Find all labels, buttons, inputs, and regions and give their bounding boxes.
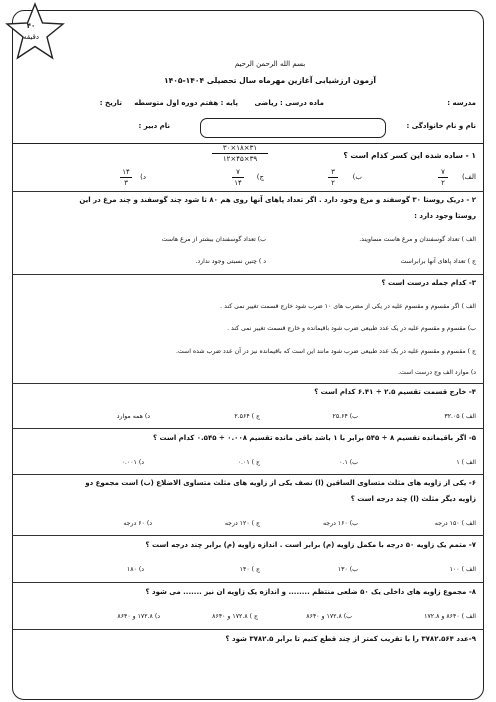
q6-option-d: د) ۶۰ درجه — [123, 520, 152, 527]
q8-option-c: ج ) ۱۷۲.۸ و ۸۶۴۰ — [212, 613, 258, 620]
q6-divider — [12, 535, 484, 536]
q3-option-d: د) موارد الف وج درست است. — [398, 369, 476, 376]
q6-option-c: ج ) ۱۲۰ درجه — [224, 520, 260, 527]
q4-text: ۴- خارج قسمت تقسیم ۲.۵ ÷ ۶.۴۱ کدام است ؟ — [314, 388, 476, 396]
q7-option-b: ب) ۱۳۰ — [337, 566, 358, 573]
grade-label: پایه : هفتم دوره اول متوسطه — [134, 99, 238, 107]
q1-option-a: الف) — [461, 173, 476, 181]
q6-line2: زاویه دیگر مثلث (ا) چند درجه است ؟ — [350, 495, 476, 503]
q3-option-b: ب) مقسوم و مقسوم علیه در یک عدد طبیعی ضرب شود باقیمانده و خارج قسمت تغییر نمی کند . — [227, 325, 476, 332]
q4-divider — [12, 428, 484, 429]
q2-divider — [12, 274, 484, 275]
q7-option-d: د) ۱۸۰ — [126, 566, 144, 573]
q4-option-d: د) همه موارد — [116, 413, 150, 420]
q6-option-a: الف ) ۱۵۰ درجه — [434, 520, 476, 527]
student-name-label: نام و نام خانوادگی : — [406, 122, 476, 130]
q3-option-a: الف ) اگر مقسوم و مقسوم علیه در یکی از مضرب های ۱۰ ضرب شود خارج قسمت تغییر نمی کند . — [220, 303, 476, 310]
q1-numerator: ۳۰×۱۸×۳۱ — [222, 144, 258, 152]
school-label: مدرسه : — [447, 99, 476, 107]
q5-option-b: ب) ۰.۱ — [339, 459, 358, 466]
q7-divider — [12, 582, 484, 583]
q8-divider — [12, 629, 484, 630]
q3-divider — [12, 383, 484, 384]
q8-option-d: د) ۱۷۲.۸ و ۸۶۴۰ — [117, 613, 160, 620]
subject-label: ماده درسی : ریاضی — [254, 99, 324, 107]
q2-option-c: ج ) تعداد پاهای آنها برابراست — [400, 258, 476, 265]
q6-line1: ۶- یکی از زاویه های مثلث متساوی الساقین (ا) نصف یکی از زاویه های مثلث متساوی الاضلاع (ب) است مجموع دو — [85, 479, 476, 487]
q5-option-c: ج ) ۰.۰۱ — [237, 459, 260, 466]
q2-line1: ۲ - دریک روستا ۳۰ گوسفند و مرغ وجود دارد . اگر تعداد پاهای آنها روی هم ۸۰ تا شود چند گوسفند و چند مرغ در این — [79, 196, 476, 204]
q1-fraction — [212, 144, 268, 163]
q1-option-d-fraction: ۱۴ ۳ — [120, 168, 132, 187]
q1-option-b: ب) — [352, 173, 362, 181]
q8-text: ۸- مجموع زاویه های داخلی یک ۵۰ ضلعی منتظم ........ و اندازه یک زاویه ان نیز ....... می شود ؟ — [145, 588, 476, 596]
q5-option-a: الف ) ۱ — [456, 459, 476, 466]
q3-option-c: ج ) مقسوم و مقسوم علیه در یک عدد طبیعی ضرب شود مانند این است که باقیمانده نیز در آن عدد ضرب شده است. — [175, 348, 476, 355]
q8-option-a: الف ) ۸۶۴۰ و ۱۷۲.۸ — [424, 613, 476, 620]
q7-option-c: ج ) ۱۴۰ — [239, 566, 260, 573]
q2-option-d: د ) چنین نسبتی وجود ندارد. — [195, 258, 266, 265]
q7-text: ۷- متمم یک زاویه ۵۰ درجه با مکمل زاویه (م) برابر است . اندازه زاویه (م) برابر چند درجه است ؟ — [145, 541, 476, 549]
q2-option-a: الف ) تعداد گوسفندان و مرغ هاست مساویند. — [359, 236, 476, 243]
q9-text: ۹-عدد ۳۷۸۲.۵۶۴ را با تقریب کمتر از چند قطع کنیم تا برابر ۳۷۸۲.۵ شود ؟ — [225, 635, 476, 643]
q2-option-b: ب) تعداد گوسفندان بیشتر از مرغ هاست — [161, 236, 266, 243]
q5-divider — [12, 474, 484, 475]
q1-option-b-fraction: ۳ ۲ — [328, 168, 338, 187]
teacher-name-label: نام دبیر : — [138, 122, 170, 130]
q7-option-a: الف ) ۱۰۰ — [449, 566, 476, 573]
q4-option-b: ب) ۲۵.۶۴ — [332, 413, 358, 420]
q1-option-d: د) — [140, 173, 146, 181]
page-frame — [12, 10, 484, 700]
q3-text: ۳- کدام جمله درست است ؟ — [381, 279, 476, 287]
badge-unit: دقیقه — [23, 33, 39, 41]
exam-title: آزمون ارزشیابی آغازین مهرماه سال تحصیلی ۱۴۰۴-۱۴۰۵ — [163, 76, 377, 85]
q2-line2: روستا وجود دارد : — [414, 212, 476, 220]
basmala: بسم الله الرحمن الرحیم — [234, 60, 306, 68]
q4-option-a: الف ) ۳۲.۰۵ — [444, 413, 476, 420]
q1-denominator: ۱۲×۴۵×۳۹ — [222, 155, 258, 163]
q1-option-c: ج) — [256, 173, 264, 181]
student-name-field[interactable] — [200, 118, 386, 138]
q1-divider — [12, 191, 484, 192]
q6-option-b: ب) ۱۶۰ درجه — [322, 520, 358, 527]
q5-option-d: د) ۰.۰۰۱ — [121, 459, 144, 466]
q1-option-a-fraction: ۷ ۲ — [438, 168, 448, 187]
q8-option-b: ب) ۱۷۲.۸ و ۸۶۴۰ — [306, 613, 352, 620]
q5-text: ۵- اگر باقیمانده تقسیم ۸ ÷ ۵۴۵ برابر با ۱ باشد باقی مانده تقسیم ۰.۰۰۸ ÷ ۰.۵۴۵ کدام است ؟ — [153, 434, 476, 442]
q1-text: ۱ - ساده شده این کسر کدام است ؟ — [343, 151, 476, 160]
q4-option-c: ج ) ۲.۵۶۴ — [234, 413, 260, 420]
q1-option-c-fraction: ۷ ۱۴ — [232, 168, 244, 187]
badge-number: ۴۰ — [26, 22, 36, 30]
date-label: تاریخ : — [99, 99, 122, 107]
